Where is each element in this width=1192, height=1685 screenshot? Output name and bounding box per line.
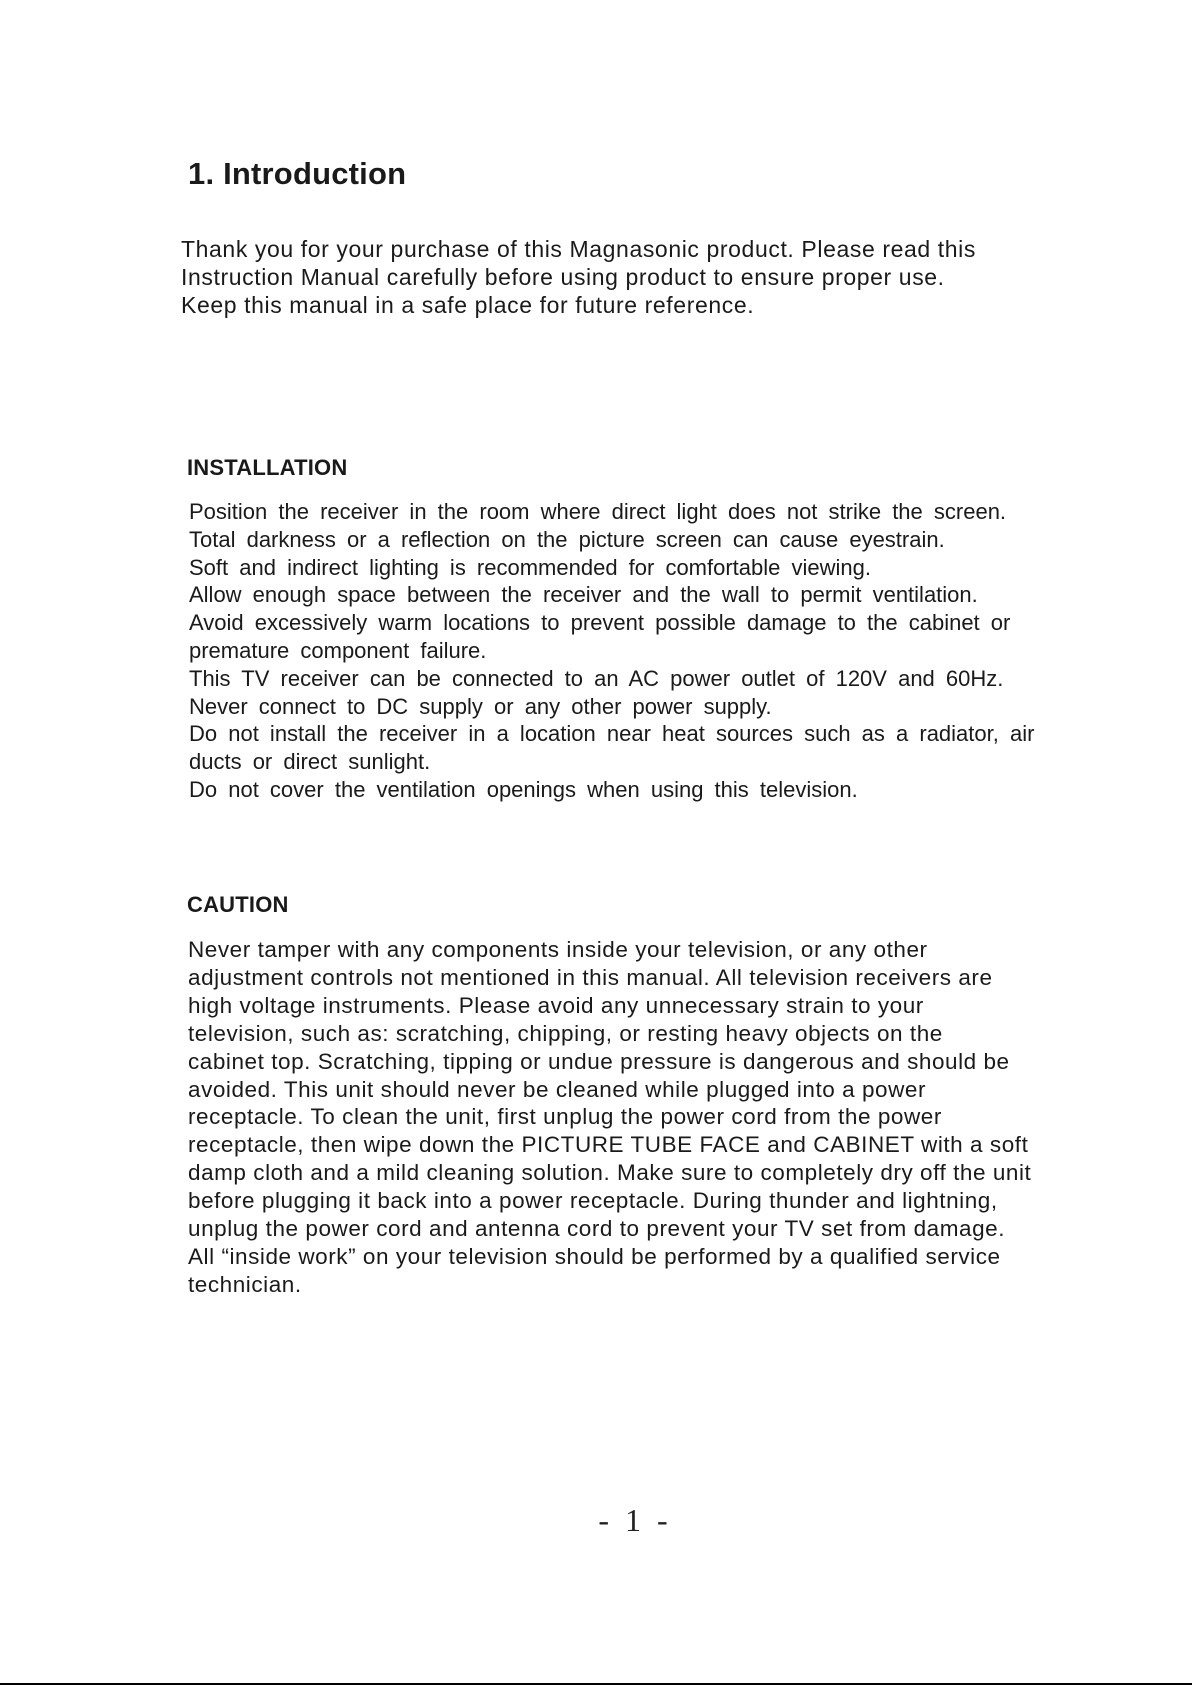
installation-line: premature component failure.	[189, 637, 487, 663]
caution-line: receptacle, then wipe down the PICTURE TUBE FACE and CABINET with a soft	[188, 1132, 1029, 1158]
installation-line: Avoid excessively warm locations to prevent possible damage to the cabinet or	[189, 610, 1011, 636]
page-title: 1. Introduction	[188, 156, 407, 191]
caution-line: television, such as: scratching, chipping, or resting heavy objects on the	[188, 1020, 943, 1046]
installation-paragraph	[189, 498, 1114, 804]
installation-line: Do not cover the ventilation openings when using this television.	[189, 776, 858, 802]
caution-line: unplug the power cord and antenna cord to prevent your TV set from damage.	[188, 1216, 1006, 1242]
caution-line: damp cloth and a mild cleaning solution. Make sure to completely dry off the unit	[188, 1160, 1032, 1186]
caution-line: avoided. This unit should never be cleaned while plugged into a power	[188, 1076, 927, 1102]
intro-line: Keep this manual in a safe place for future reference.	[181, 292, 755, 318]
installation-line: Never connect to DC supply or any other power supply.	[189, 693, 772, 719]
installation-line: ducts or direct sunlight.	[189, 749, 431, 775]
installation-line: Allow enough space between the receiver and the wall to permit ventilation.	[189, 582, 978, 608]
intro-paragraph	[181, 235, 1101, 319]
caution-paragraph	[188, 936, 1118, 1299]
caution-line: cabinet top. Scratching, tipping or undue pressure is dangerous and should be	[188, 1048, 1010, 1074]
caution-line: Never tamper with any components inside your television, or any other	[188, 937, 928, 962]
caution-line: All “inside work” on your television should be performed by a qualified service	[188, 1243, 1001, 1269]
caution-heading: CAUTION	[187, 892, 289, 917]
caution-line: technician.	[188, 1271, 302, 1297]
intro-line: Thank you for your purchase of this Magnasonic product. Please read this	[181, 236, 976, 262]
installation-line: Total darkness or a reflection on the picture screen can cause eyestrain.	[189, 526, 945, 552]
caution-line: adjustment controls not mentioned in this manual. All television receivers are	[188, 964, 993, 990]
installation-line: This TV receiver can be connected to an AC power outlet of 120V and 60Hz.	[189, 665, 1004, 691]
caution-line: high voltage instruments. Please avoid any unnecessary strain to your	[188, 992, 924, 1018]
installation-heading: INSTALLATION	[187, 455, 348, 480]
installation-line: Soft and indirect lighting is recommended for comfortable viewing.	[189, 554, 871, 580]
intro-line: Instruction Manual carefully before using product to ensure proper use.	[181, 264, 945, 290]
caution-line: receptacle. To clean the unit, first unplug the power cord from the power	[188, 1104, 942, 1130]
installation-line: Position the receiver in the room where direct light does not strike the screen.	[189, 499, 1007, 524]
page-number: - 1 -	[598, 1502, 672, 1538]
caution-line: before plugging it back into a power receptacle. During thunder and lightning,	[188, 1188, 998, 1214]
installation-line: Do not install the receiver in a location near heat sources such as a radiator, air	[189, 721, 1035, 747]
